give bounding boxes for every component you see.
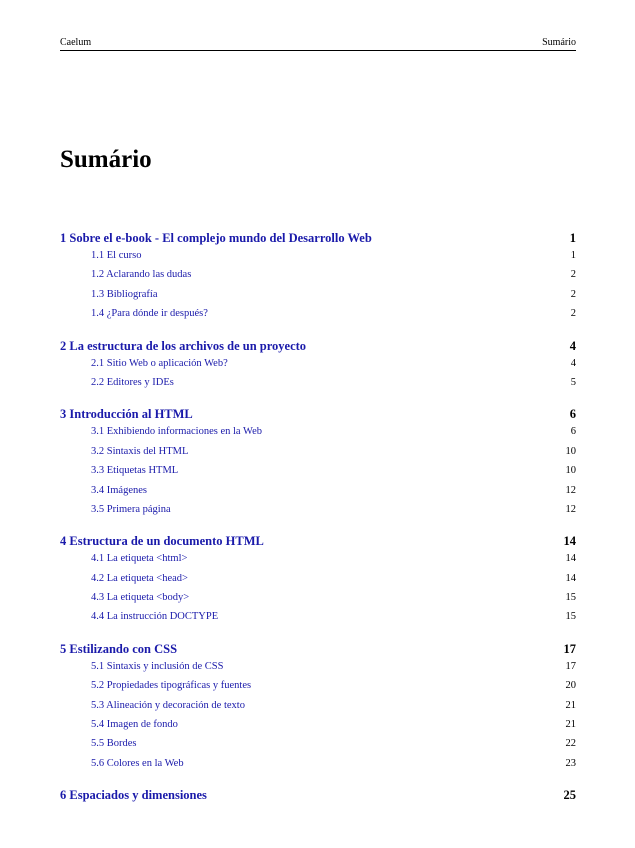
toc-section-title[interactable]: 5.5 Bordes	[91, 738, 137, 750]
toc-section-page: 21	[565, 699, 576, 711]
header-right: Sumário	[542, 37, 576, 48]
toc-section-page: 22	[565, 738, 576, 750]
table-of-contents	[60, 230, 576, 804]
toc-section[interactable]	[60, 717, 576, 736]
toc-section-title[interactable]: 5.1 Sintaxis y inclusión de CSS	[91, 660, 224, 672]
toc-section-page: 17	[565, 660, 576, 672]
toc-chapter-title[interactable]: 5 Estilizando con CSS	[60, 641, 178, 656]
header-left: Caelum	[60, 37, 92, 48]
toc-section[interactable]	[60, 678, 576, 697]
toc-section-page: 21	[565, 719, 576, 731]
toc-section-page: 15	[565, 592, 576, 604]
toc-chapter-page: 25	[563, 788, 576, 803]
toc-section-title[interactable]: 3.4 Imágenes	[91, 484, 147, 496]
toc-section-title[interactable]: 4.4 La instrucción DOCTYPE	[91, 611, 219, 623]
toc-chapter-6[interactable]	[60, 787, 576, 803]
toc-section[interactable]	[60, 306, 576, 325]
toc-section-page: 12	[565, 503, 576, 515]
toc-section-page: 2	[570, 269, 576, 281]
toc-chapter-page: 4	[569, 338, 576, 353]
toc-section-title[interactable]: 4.2 La etiqueta <head>	[91, 572, 188, 584]
toc-section-title[interactable]: 1.3 Bibliografía	[91, 288, 158, 300]
toc-section-page: 2	[570, 288, 576, 300]
toc-section-title[interactable]: 1.2 Aclarando las dudas	[91, 269, 192, 281]
toc-chapter-page: 14	[563, 534, 576, 549]
toc-chapter-page: 6	[569, 407, 576, 422]
toc-section[interactable]	[60, 248, 576, 267]
page-title: Sumário	[60, 146, 152, 173]
toc-section-title[interactable]: 5.2 Propiedades tipográficas y fuentes	[91, 680, 252, 692]
toc-chapter-page: 17	[563, 641, 576, 656]
running-header	[60, 37, 576, 51]
toc-chapter-4[interactable]	[60, 533, 576, 549]
toc-section[interactable]	[60, 551, 576, 570]
toc-section[interactable]	[60, 659, 576, 678]
toc-section-title[interactable]: 5.3 Alineación y decoración de texto	[91, 699, 245, 711]
toc-section[interactable]	[60, 571, 576, 590]
toc-section-page: 12	[565, 484, 576, 496]
toc-section-title[interactable]: 4.1 La etiqueta <html>	[91, 553, 188, 565]
toc-section[interactable]	[60, 463, 576, 482]
toc-section-page: 14	[565, 572, 576, 584]
toc-section-page: 6	[570, 426, 576, 438]
toc-chapter-title[interactable]: 3 Introducción al HTML	[60, 407, 193, 422]
toc-chapter-3[interactable]	[60, 406, 576, 422]
toc-section-title[interactable]: 1.4 ¿Para dónde ir después?	[91, 308, 208, 320]
toc-section-page: 5	[570, 376, 576, 388]
toc-section-page: 2	[570, 308, 576, 320]
toc-section-title[interactable]: 3.3 Etiquetas HTML	[91, 465, 179, 477]
toc-section-title[interactable]: 3.5 Primera página	[91, 503, 171, 515]
toc-chapter-2[interactable]	[60, 338, 576, 354]
toc-section[interactable]	[60, 287, 576, 306]
toc-section-page: 23	[565, 757, 576, 769]
toc-section-title[interactable]: 5.6 Colores en la Web	[91, 757, 184, 769]
toc-chapter-title[interactable]: 6 Espaciados y dimensiones	[60, 788, 207, 803]
toc-section-page: 4	[570, 357, 576, 369]
toc-section[interactable]	[60, 698, 576, 717]
toc-chapter-page: 1	[569, 231, 576, 245]
toc-section-title[interactable]: 5.4 Imagen de fondo	[91, 719, 178, 731]
toc-section-page: 15	[565, 611, 576, 623]
toc-section-page: 20	[565, 680, 576, 692]
toc-section-title[interactable]: 1.1 El curso	[91, 250, 142, 261]
toc-section[interactable]	[60, 356, 576, 375]
toc-section-title[interactable]: 2.2 Editores y IDEs	[91, 376, 174, 388]
toc-section-page: 10	[565, 465, 576, 477]
toc-section[interactable]	[60, 736, 576, 755]
toc-section[interactable]	[60, 267, 576, 286]
toc-section[interactable]	[60, 756, 576, 775]
toc-section[interactable]	[60, 483, 576, 502]
toc-section[interactable]	[60, 502, 576, 521]
toc-chapter-5[interactable]	[60, 641, 576, 657]
toc-section[interactable]	[60, 375, 576, 394]
toc-section-page: 10	[565, 445, 576, 457]
toc-section-page: 14	[565, 553, 576, 565]
toc-section-title[interactable]: 3.2 Sintaxis del HTML	[91, 445, 189, 457]
toc-section-title[interactable]: 2.1 Sitio Web o aplicación Web?	[91, 357, 228, 369]
toc-section-page: 1	[570, 250, 576, 261]
toc-chapter-title[interactable]: 2 La estructura de los archivos de un proyecto	[60, 338, 307, 353]
toc-section[interactable]	[60, 609, 576, 628]
toc-section-title[interactable]: 4.3 La etiqueta <body>	[91, 592, 190, 604]
toc-chapter-title[interactable]: 4 Estructura de un documento HTML	[60, 534, 264, 549]
toc-chapter-title[interactable]: 1 Sobre el e-book - El complejo mundo del Desarrollo Web	[60, 231, 372, 245]
toc-section[interactable]	[60, 590, 576, 609]
toc-section[interactable]	[60, 444, 576, 463]
toc-section-title[interactable]: 3.1 Exhibiendo informaciones en la Web	[91, 426, 262, 438]
toc-chapter-1[interactable]	[60, 230, 576, 246]
toc-section[interactable]	[60, 424, 576, 443]
